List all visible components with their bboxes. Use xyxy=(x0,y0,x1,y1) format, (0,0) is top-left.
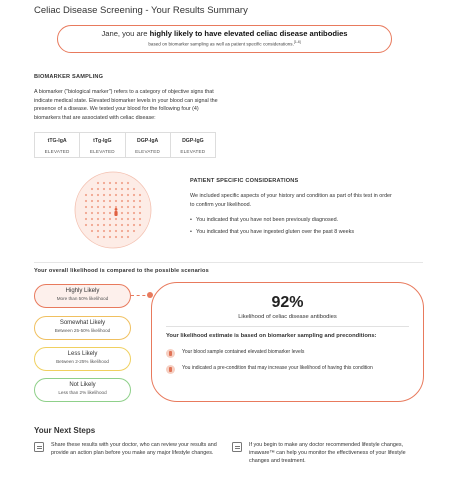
population-dot xyxy=(127,194,129,196)
population-dot xyxy=(121,230,123,232)
population-dot xyxy=(133,188,135,190)
population-dot xyxy=(133,224,135,226)
patient-bullet-list xyxy=(190,216,390,239)
population-dot xyxy=(127,188,129,190)
population-dot xyxy=(127,224,129,226)
biomarker-name: DGP-IgA xyxy=(136,138,159,144)
biomarker-cell xyxy=(126,133,171,157)
condition-row xyxy=(166,349,382,358)
next-step-item xyxy=(34,441,222,457)
population-dot xyxy=(109,206,111,208)
document-icon xyxy=(34,442,44,452)
likelihood-percent: 92% xyxy=(271,294,304,311)
biomarker-name: DGP-IgG xyxy=(182,138,204,144)
biomarker-status: ELEVATED xyxy=(89,149,115,154)
scenario-title: Less Likely xyxy=(67,351,98,357)
card-divider xyxy=(166,326,409,327)
population-dot xyxy=(97,182,99,184)
subline-text: based on biomarker sampling as well as patient specific considerations. xyxy=(148,41,294,47)
population-dot xyxy=(91,212,93,214)
population-dot xyxy=(103,236,105,238)
population-dot xyxy=(97,194,99,196)
population-dot xyxy=(121,212,123,214)
population-dot xyxy=(115,230,117,232)
population-dot xyxy=(103,230,105,232)
population-dot xyxy=(121,182,123,184)
population-dot-circle xyxy=(74,171,152,249)
population-dot xyxy=(133,212,135,214)
population-dot xyxy=(133,194,135,196)
population-dot xyxy=(139,206,141,208)
patient-bullet: • You indicated that you have ingested gluten over the past 8 weeks xyxy=(190,228,390,237)
population-dot xyxy=(133,200,135,202)
population-dot xyxy=(97,200,99,202)
population-dot xyxy=(133,218,135,220)
citation-ref: [1-6] xyxy=(293,40,301,44)
population-dot xyxy=(97,230,99,232)
population-dot xyxy=(109,212,111,214)
population-dot xyxy=(109,182,111,184)
population-dot xyxy=(139,194,141,196)
scenario-range: Between 2-25% likelihood xyxy=(56,359,109,364)
population-dot xyxy=(121,224,123,226)
scenario-title: Not Likely xyxy=(69,382,96,388)
likelihood-label: Likelihood of celiac disease antibodies xyxy=(238,314,337,320)
population-dot xyxy=(109,224,111,226)
population-dot xyxy=(139,224,141,226)
population-dot xyxy=(121,188,123,190)
population-dot xyxy=(127,182,129,184)
population-dot xyxy=(97,224,99,226)
population-dot xyxy=(139,218,141,220)
population-dot xyxy=(127,236,129,238)
population-circle-bg xyxy=(75,172,151,248)
population-dot xyxy=(85,218,87,220)
highlighted-person-head xyxy=(115,208,118,211)
population-dot xyxy=(97,212,99,214)
next-step-item xyxy=(232,441,424,466)
scenario-range: Between 25-50% likelihood xyxy=(54,328,111,333)
condition-row xyxy=(166,365,382,374)
biomarker-cell xyxy=(35,133,80,157)
patient-bullet: • You indicated that you have not been previously diagnosed. xyxy=(190,216,390,225)
next-step-text: If you begin to make any doctor recommended lifestyle changes, imaware™ can help you monitor the effectiveness of your lifestyle changes and treatment. xyxy=(249,442,406,465)
headline-highlight: highly likely to have elevated celiac disease antibodies xyxy=(149,29,348,38)
population-dot xyxy=(91,194,93,196)
population-dot xyxy=(103,218,105,220)
scenario-not-likely xyxy=(34,378,131,402)
population-dot xyxy=(91,224,93,226)
biomarker-cell xyxy=(171,133,215,157)
population-dot xyxy=(115,236,117,238)
condition-text: Your blood sample contained elevated biomarker levels xyxy=(182,349,305,355)
population-dot xyxy=(97,206,99,208)
population-dot xyxy=(115,206,117,208)
biomarker-description: A biomarker ("biological marker") refers to a category of objective signs that indicate medical state. Elevated biomarker levels in your blood can signal the presence of a disease. We tested your blood for the following four (4) biomarkers that are associated with celiac disease: xyxy=(34,89,218,121)
population-dot xyxy=(115,182,117,184)
population-dot xyxy=(121,206,123,208)
population-dot xyxy=(85,194,87,196)
population-dot xyxy=(85,206,87,208)
result-headline xyxy=(58,29,391,38)
population-dot xyxy=(121,200,123,202)
population-dot xyxy=(103,188,105,190)
next-steps-heading: Your Next Steps xyxy=(34,426,96,435)
population-dot xyxy=(109,200,111,202)
population-dot xyxy=(103,224,105,226)
highlighted-person-icon xyxy=(114,211,117,216)
population-dot xyxy=(103,200,105,202)
population-dot xyxy=(115,224,117,226)
population-dot xyxy=(109,194,111,196)
section-divider xyxy=(34,262,423,263)
condition-text: You indicated a pre-condition that may increase your likelihood of having this condition xyxy=(182,365,373,371)
patient-description: We included specific aspects of your history and condition as part of this test in order to confirm your likelihood. xyxy=(190,193,392,208)
scenario-title: Somewhat Likely xyxy=(59,320,106,326)
population-dot xyxy=(133,230,135,232)
population-dot xyxy=(91,188,93,190)
biomarker-status: ELEVATED xyxy=(180,149,206,154)
population-dot xyxy=(103,206,105,208)
population-dot xyxy=(127,230,129,232)
population-dot xyxy=(115,200,117,202)
likelihood-card xyxy=(151,282,424,402)
scenarios-heading: Your overall likelihood is compared to the possible scenarios xyxy=(34,268,209,274)
population-dot xyxy=(85,212,87,214)
next-step-text: Share these results with your doctor, who can review your results and provide an action plan before you make any major lifestyle changes. xyxy=(51,442,217,457)
biomarker-heading: BIOMARKER SAMPLING xyxy=(34,74,104,80)
precondition-icon xyxy=(166,365,175,374)
population-dot xyxy=(97,236,99,238)
result-subline xyxy=(58,40,391,47)
population-dot xyxy=(115,218,117,220)
population-dot xyxy=(115,188,117,190)
page-title: Celiac Disease Screening - Your Results Summary xyxy=(34,5,248,16)
scenario-highly-likely xyxy=(34,284,131,308)
population-dot xyxy=(97,218,99,220)
blood-drop-icon xyxy=(166,349,175,358)
population-dot xyxy=(97,188,99,190)
patient-heading: PATIENT SPECIFIC CONSIDERATIONS xyxy=(190,178,299,184)
population-dot xyxy=(109,188,111,190)
population-dot xyxy=(91,200,93,202)
biomarker-status: ELEVATED xyxy=(135,149,161,154)
population-dot xyxy=(103,212,105,214)
population-dot xyxy=(91,206,93,208)
population-dot xyxy=(127,200,129,202)
biomarker-name: tTG-IgA xyxy=(47,138,67,144)
population-dot xyxy=(109,230,111,232)
scenario-range: More than 50% likelihood xyxy=(56,296,109,301)
scenario-title: Highly Likely xyxy=(65,288,100,294)
population-dot xyxy=(85,200,87,202)
population-dot xyxy=(85,224,87,226)
population-dot xyxy=(121,218,123,220)
biomarker-table xyxy=(34,132,216,158)
biomarker-cell xyxy=(80,133,125,157)
scenario-range: Less than 2% likelihood xyxy=(58,390,107,395)
scenario-less-likely xyxy=(34,347,131,371)
headline-prefix: Jane, you are xyxy=(101,29,150,38)
population-dot xyxy=(121,194,123,196)
scenario-somewhat-likely xyxy=(34,316,131,340)
population-dot xyxy=(115,194,117,196)
monitor-icon xyxy=(232,442,242,452)
population-dot xyxy=(103,182,105,184)
population-dot xyxy=(91,230,93,232)
biomarker-name: tTg-IgG xyxy=(93,138,112,144)
result-summary-banner xyxy=(57,25,392,53)
population-dot xyxy=(133,206,135,208)
population-dot xyxy=(139,200,141,202)
estimate-basis-heading: Your likelihood estimate is based on biomarker sampling and preconditions: xyxy=(166,333,377,339)
biomarker-status: ELEVATED xyxy=(44,149,70,154)
population-dot xyxy=(109,236,111,238)
population-dot xyxy=(139,212,141,214)
population-dot xyxy=(127,218,129,220)
population-dot xyxy=(121,236,123,238)
population-dot xyxy=(109,218,111,220)
population-dot xyxy=(103,194,105,196)
population-dot xyxy=(91,218,93,220)
population-dot xyxy=(127,206,129,208)
population-dot xyxy=(127,212,129,214)
